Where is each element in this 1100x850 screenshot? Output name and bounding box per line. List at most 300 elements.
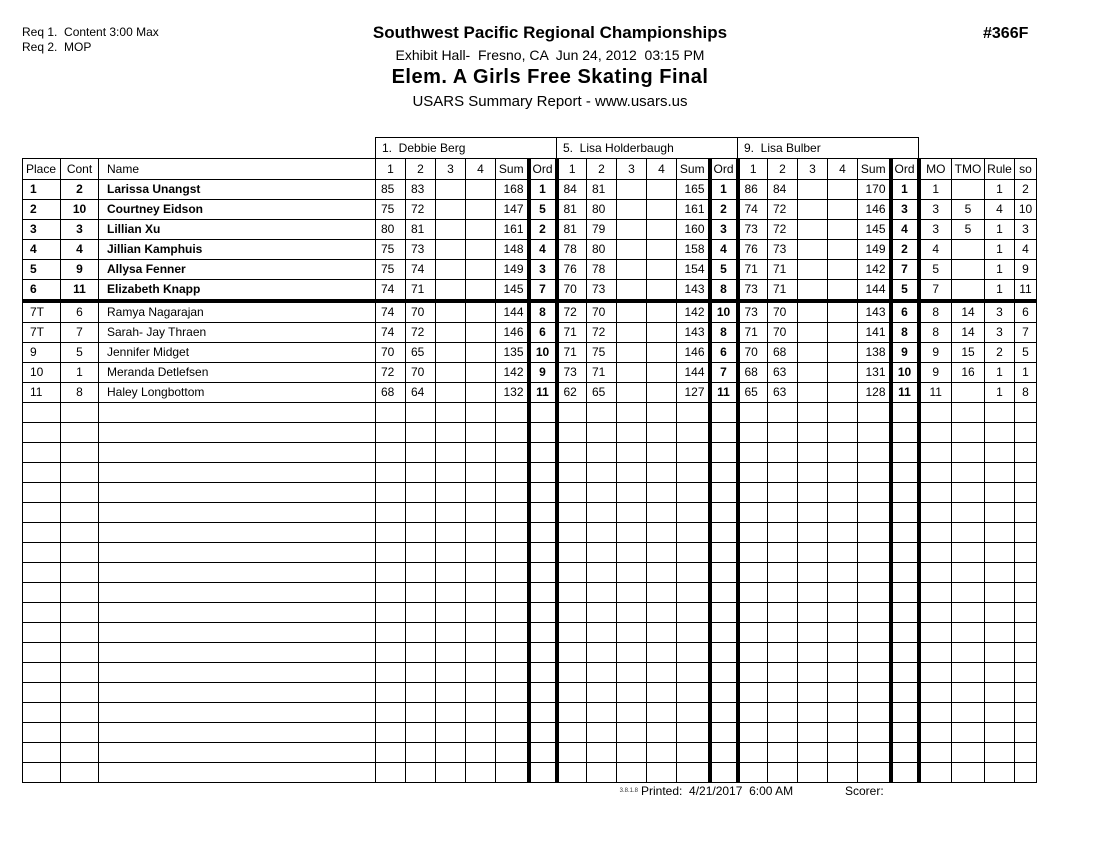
judge-2-sum-cell: 158 — [677, 240, 710, 260]
rule-cell: 1 — [985, 363, 1015, 383]
empty-row — [23, 683, 1037, 703]
judge-1-sum-cell — [496, 583, 529, 603]
judge-2-score-cell — [617, 343, 647, 363]
header-ord: Ord — [891, 159, 919, 180]
judge-3-score-cell — [768, 423, 798, 443]
header-score-4: 4 — [647, 159, 677, 180]
judge-3-score-cell — [828, 703, 858, 723]
judge-3-sum-cell — [858, 703, 891, 723]
header-so: so — [1015, 159, 1037, 180]
judge-2-sum-cell — [677, 463, 710, 483]
judge-3-ordinal-cell: 10 — [891, 363, 919, 383]
judge-2-score-cell — [587, 703, 617, 723]
judge-3-score-cell — [768, 503, 798, 523]
judge-2-score-cell — [647, 180, 677, 200]
judge-2-score-cell — [557, 503, 587, 523]
judge-3-score-cell — [828, 643, 858, 663]
judge-3-sum-cell — [858, 523, 891, 543]
judge-2-score-cell — [617, 301, 647, 323]
judge-2-score-cell — [617, 423, 647, 443]
judge-3-ordinal-cell — [891, 683, 919, 703]
judge-1-score-cell — [436, 483, 466, 503]
contestant-number-cell: 10 — [61, 200, 99, 220]
judge-3-score-cell — [828, 301, 858, 323]
judge-3-sum-cell — [858, 563, 891, 583]
judge-1-ordinal-cell: 8 — [529, 301, 557, 323]
tmo-cell — [952, 683, 985, 703]
judge-1-sum-cell: 145 — [496, 280, 529, 302]
judge-1-score-cell — [436, 763, 466, 783]
judge-2-ordinal-cell: 8 — [710, 280, 738, 302]
tmo-cell: 5 — [952, 200, 985, 220]
judge-3-sum-cell: 141 — [858, 323, 891, 343]
judge-1-score-cell: 74 — [376, 323, 406, 343]
contestant-number-cell: 6 — [61, 301, 99, 323]
judge-2-score-cell — [557, 443, 587, 463]
judge-2-ordinal-cell — [710, 643, 738, 663]
judge-3-score-cell — [798, 683, 828, 703]
judge-1-score-cell — [436, 663, 466, 683]
judge-2-score-cell — [647, 703, 677, 723]
judge-2-score-cell — [647, 543, 677, 563]
skater-name-cell — [99, 503, 376, 523]
judge-1-score-cell — [466, 643, 496, 663]
judge-2-sum-cell — [677, 663, 710, 683]
judge-3-score-cell — [798, 280, 828, 302]
judge-1-ordinal-cell — [529, 503, 557, 523]
mo-cell — [919, 603, 952, 623]
judge-3-sum-cell — [858, 403, 891, 423]
judge-3-score-cell — [738, 523, 768, 543]
rule-cell — [985, 583, 1015, 603]
judge-1-score-cell — [376, 563, 406, 583]
judge-3-score-cell: 70 — [768, 323, 798, 343]
rule-cell — [985, 703, 1015, 723]
mo-cell — [919, 483, 952, 503]
judge-1-sum-cell: 148 — [496, 240, 529, 260]
event-number: #366F — [983, 25, 1029, 42]
judge-1-ordinal-cell — [529, 523, 557, 543]
judge-1-score-cell: 72 — [376, 363, 406, 383]
tmo-cell — [952, 280, 985, 302]
judge-2-score-cell — [617, 220, 647, 240]
judge-1-ordinal-cell — [529, 563, 557, 583]
judge-1-score-cell: 73 — [406, 240, 436, 260]
judge-3-score-cell — [828, 463, 858, 483]
empty-row — [23, 523, 1037, 543]
mo-cell: 9 — [919, 343, 952, 363]
header-score-3: 3 — [617, 159, 647, 180]
judge-1-ordinal-cell — [529, 723, 557, 743]
judge-2-ordinal-cell — [710, 563, 738, 583]
judge-3-ordinal-cell — [891, 503, 919, 523]
contestant-number-cell — [61, 543, 99, 563]
judge-1-score-cell — [466, 663, 496, 683]
so-cell — [1015, 703, 1037, 723]
judge-row-spacer-left — [23, 138, 376, 159]
empty-row — [23, 623, 1037, 643]
place-cell: 10 — [23, 363, 61, 383]
skater-name-cell — [99, 423, 376, 443]
skater-name-cell — [99, 643, 376, 663]
judge-1-score-cell — [376, 723, 406, 743]
judge-3-sum-cell — [858, 603, 891, 623]
judge-3-score-cell: 73 — [738, 301, 768, 323]
judge-2-score-cell — [587, 403, 617, 423]
scorer-label: Scorer: — [845, 784, 884, 798]
judge-2-score-cell — [617, 260, 647, 280]
rule-cell — [985, 463, 1015, 483]
result-row — [23, 363, 1037, 383]
place-cell — [23, 603, 61, 623]
skater-name-cell — [99, 463, 376, 483]
judge-2-score-cell — [617, 743, 647, 763]
judge-1-sum-cell — [496, 623, 529, 643]
judge-2-score-cell — [587, 483, 617, 503]
judge-3-ordinal-cell: 6 — [891, 301, 919, 323]
place-cell: 9 — [23, 343, 61, 363]
judge-3-ordinal-cell — [891, 743, 919, 763]
judge-2-score-cell — [557, 423, 587, 443]
result-row — [23, 240, 1037, 260]
rule-cell — [985, 503, 1015, 523]
judge-1-score-cell — [466, 723, 496, 743]
judge-3-score-cell: 71 — [768, 260, 798, 280]
judge-1-sum-cell — [496, 743, 529, 763]
judge-1-score-cell — [436, 423, 466, 443]
judge-3-score-cell — [828, 443, 858, 463]
judge-3-score-cell — [768, 683, 798, 703]
judge-2-score-cell: 65 — [587, 383, 617, 403]
judge-3-score-cell — [738, 463, 768, 483]
judge-3-score-cell — [738, 543, 768, 563]
judge-1-ordinal-cell: 2 — [529, 220, 557, 240]
judge-2-score-cell — [617, 463, 647, 483]
judge-1-ordinal-cell — [529, 763, 557, 783]
judge-1-score-cell — [376, 523, 406, 543]
result-row — [23, 180, 1037, 200]
rule-cell — [985, 643, 1015, 663]
judge-1-score-cell — [466, 323, 496, 343]
rule-cell — [985, 763, 1015, 783]
judge-1-sum-cell — [496, 723, 529, 743]
header-score-1: 1 — [738, 159, 768, 180]
judge-1-score-cell — [406, 463, 436, 483]
judge-3-ordinal-cell — [891, 643, 919, 663]
empty-row — [23, 603, 1037, 623]
judge-1-sum-cell — [496, 563, 529, 583]
tmo-cell — [952, 423, 985, 443]
judge-3-score-cell — [768, 483, 798, 503]
judge-1-score-cell — [466, 423, 496, 443]
judge-1-score-cell — [436, 443, 466, 463]
judge-2-score-cell: 78 — [587, 260, 617, 280]
so-cell — [1015, 583, 1037, 603]
judge-1-score-cell — [466, 443, 496, 463]
judge-3-score-cell — [738, 623, 768, 643]
judge-2-score-cell — [647, 343, 677, 363]
judge-2-score-cell: 76 — [557, 260, 587, 280]
so-cell — [1015, 603, 1037, 623]
judge-3-ordinal-cell: 2 — [891, 240, 919, 260]
judge-3-score-cell — [828, 763, 858, 783]
judge-3-score-cell: 73 — [768, 240, 798, 260]
judge-3-score-cell: 63 — [768, 363, 798, 383]
judge-2-sum-cell — [677, 503, 710, 523]
tmo-cell — [952, 583, 985, 603]
judge-3-score-cell: 65 — [738, 383, 768, 403]
judge-3-score-cell — [828, 240, 858, 260]
judge-2-score-cell — [647, 583, 677, 603]
judge-2-score-cell — [557, 523, 587, 543]
judge-1-score-cell — [406, 583, 436, 603]
skater-name-cell — [99, 563, 376, 583]
empty-row — [23, 483, 1037, 503]
judge-2-score-cell — [587, 603, 617, 623]
judge-2-ordinal-cell: 8 — [710, 323, 738, 343]
judge-1-sum-cell — [496, 523, 529, 543]
so-cell — [1015, 403, 1037, 423]
judge-3-score-cell: 71 — [738, 323, 768, 343]
so-cell — [1015, 523, 1037, 543]
judge-1-ordinal-cell — [529, 743, 557, 763]
mo-cell: 11 — [919, 383, 952, 403]
judge-3-score-cell — [768, 563, 798, 583]
mo-cell: 3 — [919, 220, 952, 240]
judge-1-ordinal-cell — [529, 623, 557, 643]
judge-2-score-cell — [647, 643, 677, 663]
skater-name-cell — [99, 763, 376, 783]
judge-3-score-cell — [828, 200, 858, 220]
judge-2-ordinal-cell — [710, 763, 738, 783]
judge-2-sum-cell — [677, 543, 710, 563]
judge-3-sum-cell — [858, 763, 891, 783]
tmo-cell: 14 — [952, 301, 985, 323]
contestant-number-cell — [61, 583, 99, 603]
skater-name-cell — [99, 663, 376, 683]
judge-2-score-cell: 72 — [557, 301, 587, 323]
judge-3-sum-cell — [858, 443, 891, 463]
judge-2-score-cell — [647, 483, 677, 503]
judge-1-score-cell — [406, 523, 436, 543]
judge-1-ordinal-cell — [529, 543, 557, 563]
skater-name-cell: Meranda Detlefsen — [99, 363, 376, 383]
contestant-number-cell — [61, 743, 99, 763]
judge-header-row — [23, 138, 1037, 159]
contestant-number-cell — [61, 763, 99, 783]
mo-cell: 3 — [919, 200, 952, 220]
judge-3-score-cell — [828, 743, 858, 763]
judge-1-ordinal-cell — [529, 583, 557, 603]
judge-1-score-cell — [406, 683, 436, 703]
judge-1-sum-cell: 161 — [496, 220, 529, 240]
judge-1-score-cell — [466, 280, 496, 302]
results-body — [23, 180, 1037, 783]
result-row — [23, 383, 1037, 403]
judge-3-score-cell — [798, 763, 828, 783]
judge-3-sum-cell — [858, 543, 891, 563]
judge-3-score-cell — [798, 363, 828, 383]
tmo-cell: 5 — [952, 220, 985, 240]
rule-cell — [985, 623, 1015, 643]
judge-1-score-cell — [406, 703, 436, 723]
judge-1-sum-cell — [496, 763, 529, 783]
judge-2-score-cell — [647, 563, 677, 583]
judge-3-score-cell: 72 — [768, 200, 798, 220]
judge-2-score-cell — [647, 383, 677, 403]
tmo-cell — [952, 663, 985, 683]
contestant-number-cell — [61, 403, 99, 423]
judge-2-score-cell — [617, 683, 647, 703]
tmo-cell — [952, 703, 985, 723]
judge-1-score-cell — [406, 563, 436, 583]
so-cell — [1015, 763, 1037, 783]
judge-3-score-cell — [798, 240, 828, 260]
empty-row — [23, 423, 1037, 443]
contestant-number-cell — [61, 463, 99, 483]
judge-3-sum-cell — [858, 663, 891, 683]
judge-3-score-cell — [738, 743, 768, 763]
judge-2-score-cell — [617, 643, 647, 663]
empty-row — [23, 663, 1037, 683]
judge-1-score-cell: 75 — [376, 200, 406, 220]
judge-2-sum-cell — [677, 423, 710, 443]
software-version: 3.8.1.8 — [619, 788, 638, 794]
tmo-cell — [952, 723, 985, 743]
judge-2-score-cell — [617, 663, 647, 683]
judge-2-ordinal-cell — [710, 723, 738, 743]
judge-3-score-cell — [798, 743, 828, 763]
judge-1-score-cell — [466, 623, 496, 643]
judge-1-score-cell — [436, 743, 466, 763]
skater-name-cell: Courtney Eidson — [99, 200, 376, 220]
so-cell — [1015, 643, 1037, 663]
judge-1-score-cell: 74 — [376, 301, 406, 323]
judge-2-ordinal-cell: 2 — [710, 200, 738, 220]
judge-3-ordinal-cell — [891, 443, 919, 463]
judge-2-score-cell: 81 — [587, 180, 617, 200]
judge-3-score-cell — [768, 723, 798, 743]
judge-2-sum-cell — [677, 683, 710, 703]
contestant-number-cell: 3 — [61, 220, 99, 240]
judge-2-ordinal-cell — [710, 403, 738, 423]
judge-3-score-cell: 86 — [738, 180, 768, 200]
header-score-2: 2 — [768, 159, 798, 180]
judge-1-score-cell — [436, 683, 466, 703]
judge-3-score-cell — [768, 743, 798, 763]
judge-1-sum-cell — [496, 423, 529, 443]
judge-2-score-cell — [647, 743, 677, 763]
mo-cell — [919, 423, 952, 443]
mo-cell — [919, 543, 952, 563]
judge-1-sum-cell — [496, 463, 529, 483]
judge-3-score-cell — [768, 443, 798, 463]
judge-3-score-cell — [768, 543, 798, 563]
result-row — [23, 280, 1037, 302]
rule-cell: 1 — [985, 180, 1015, 200]
judge-3-score-cell — [738, 403, 768, 423]
judge-2-score-cell — [647, 723, 677, 743]
judge-1-score-cell: 70 — [406, 301, 436, 323]
so-cell: 8 — [1015, 383, 1037, 403]
judge-1-score-cell: 64 — [406, 383, 436, 403]
judge-1-score-cell — [466, 200, 496, 220]
judge-1-score-cell — [466, 403, 496, 423]
mo-cell — [919, 443, 952, 463]
judge-2-score-cell — [647, 443, 677, 463]
skater-name-cell: Jennifer Midget — [99, 343, 376, 363]
judge-1-score-cell — [376, 683, 406, 703]
judge-2-sum-cell — [677, 743, 710, 763]
mo-cell — [919, 563, 952, 583]
judge-1-ordinal-cell: 11 — [529, 383, 557, 403]
judge-1-score-cell — [466, 683, 496, 703]
tmo-cell — [952, 503, 985, 523]
header-rule: Rule — [985, 159, 1015, 180]
judge-1-score-cell — [466, 483, 496, 503]
judge-3-score-cell — [738, 703, 768, 723]
judge-2-sum-cell: 142 — [677, 301, 710, 323]
judge-2-sum-cell — [677, 563, 710, 583]
judge-2-score-cell — [647, 240, 677, 260]
judge-1-ordinal-cell: 1 — [529, 180, 557, 200]
judge-3-score-cell — [798, 260, 828, 280]
judge-1-score-cell — [436, 301, 466, 323]
judge-3-ordinal-cell: 9 — [891, 343, 919, 363]
so-cell: 2 — [1015, 180, 1037, 200]
tmo-cell — [952, 763, 985, 783]
judge-1-score-cell — [466, 363, 496, 383]
skater-name-cell: Sarah- Jay Thraen — [99, 323, 376, 343]
judge-1-score-cell — [466, 523, 496, 543]
tmo-cell — [952, 523, 985, 543]
so-cell — [1015, 443, 1037, 463]
header-ord: Ord — [710, 159, 738, 180]
place-cell — [23, 743, 61, 763]
judge-3-score-cell: 74 — [738, 200, 768, 220]
judge-1-score-cell — [436, 463, 466, 483]
judge-3-score-cell — [798, 623, 828, 643]
skater-name-cell: Ramya Nagarajan — [99, 301, 376, 323]
place-cell: 7T — [23, 301, 61, 323]
judge-2-score-cell — [617, 583, 647, 603]
rule-cell: 1 — [985, 280, 1015, 302]
contestant-number-cell: 2 — [61, 180, 99, 200]
empty-row — [23, 563, 1037, 583]
judge-1-score-cell — [436, 723, 466, 743]
judge-3-score-cell: 71 — [768, 280, 798, 302]
empty-row — [23, 403, 1037, 423]
skater-name-cell — [99, 683, 376, 703]
championship-title: Southwest Pacific Regional Championships — [372, 23, 728, 42]
judge-3-score-cell — [828, 583, 858, 603]
judge-1-score-cell — [406, 643, 436, 663]
header-place: Place — [23, 159, 61, 180]
judge-1-sum-cell: 147 — [496, 200, 529, 220]
tmo-cell — [952, 643, 985, 663]
judge-3-score-cell — [798, 383, 828, 403]
judge-3-score-cell — [798, 200, 828, 220]
judge-2-ordinal-cell — [710, 603, 738, 623]
judge-2-score-cell: 70 — [557, 280, 587, 302]
judge-2-score-cell — [557, 723, 587, 743]
judge-1-score-cell — [436, 343, 466, 363]
judge-1-sum-cell — [496, 483, 529, 503]
judge-1-score-cell — [436, 543, 466, 563]
judge-2-ordinal-cell: 5 — [710, 260, 738, 280]
judge-3-sum-cell: 146 — [858, 200, 891, 220]
judge-1-score-cell — [376, 403, 406, 423]
